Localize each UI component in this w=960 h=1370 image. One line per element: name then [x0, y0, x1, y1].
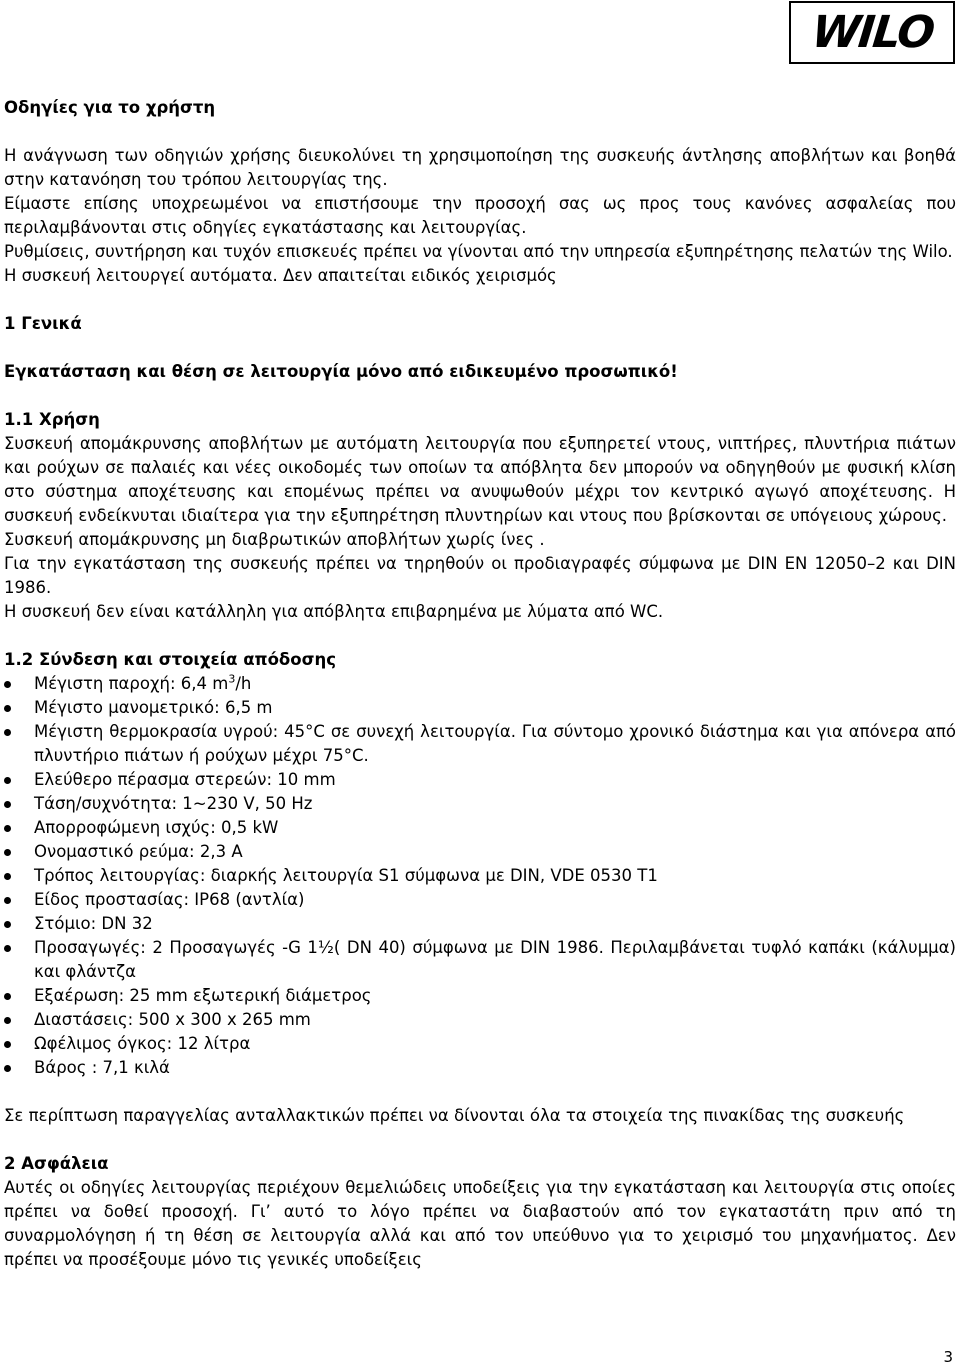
spec-item: Εξαέρωση: 25 mm εξωτερική διάμετρος: [4, 984, 956, 1008]
section-1-1-title: 1.1 Χρήση: [4, 410, 100, 429]
spec-item: Μέγιστη θερμοκρασία υγρού: 45°C σε συνεχή λειτουργία. Για σύντομο χρονικό διάστημα και για απόνερα από πλυντήριο πιάτων ή ρούχων μέχρι 75°C.: [4, 720, 956, 768]
section-1-title: 1 Γενικά: [4, 314, 82, 333]
spec-item: Στόμιο: DN 32: [4, 912, 956, 936]
spec-item: Ονομαστικό ρεύμα: 2,3 A: [4, 840, 956, 864]
safety-paragraph: Αυτές οι οδηγίες λειτουργίας περιέχουν θεμελιώδεις υποδείξεις για την εγκατάσταση και λειτουργία στις οποίες πρέπει να δοθεί προσοχή. Γι’ αυτό το λόγο πρέπει να διαβαστούν από τον εγκαταστάτη πριν από τη συναρμολόγηση ή τη θέση σε λειτουργία αλλά και από τον υπεύθυνο για το χειρισμό του μηχανήματος. Δεν πρέπει να προσέξουμε μόνο τις γενικές υποδείξεις: [4, 1178, 956, 1269]
spare-parts-note: Σε περίπτωση παραγγελίας ανταλλακτικών πρέπει να δίνονται όλα τα στοιχεία της πινακίδας της συσκευής: [4, 1106, 905, 1125]
use-paragraph: Συσκευή απομάκρυνσης μη διαβρωτικών αποβλήτων χωρίς ίνες .: [4, 530, 545, 549]
use-paragraph: Συσκευή απομάκρυνσης αποβλήτων με αυτόματη λειτουργία που εξυπηρετεί ντους, νιπτήρες, πλυντήρια πιάτων και ρούχων σε παλαιές και νέες οικοδομές των οποίων τα απόβλητα δεν μπορούν να οδηγηθούν με φυσική κλίση στο σύστημα αποχέτευσης και επομένως πρέπει να ανυψωθούν μέχρι τον κεντρικό αγωγό αποχέτευσης. Η συσκευή ενδείκνυται ιδιαίτερα για την εξυπηρέτηση πλυντηρίων και ντους που βρίσκονται σε υπόγειους χώρους.: [4, 434, 956, 525]
spec-item: Ελεύθερο πέρασμα στερεών: 10 mm: [4, 768, 956, 792]
document-body: [4, 96, 956, 1272]
spec-item: Ωφέλιμος όγκος: 12 λίτρα: [4, 1032, 956, 1056]
specs-list: [4, 672, 956, 1080]
spec-item: Προσαγωγές: 2 Προσαγωγές -G 1½( DN 40) σύμφωνα με DIN 1986. Περιλαμβάνεται τυφλό καπάκι (κάλυμμα) και φλάντζα: [4, 936, 956, 984]
section-1-2-title: 1.2 Σύνδεση και στοιχεία απόδοσης: [4, 650, 336, 669]
wilo-logo: [789, 1, 955, 64]
use-paragraph: Η συσκευή δεν είναι κατάλληλη για απόβλητα επιβαρημένα με λύματα από WC.: [4, 602, 664, 621]
spec-exponent: 3: [228, 672, 236, 686]
spec-text: /h: [235, 674, 252, 693]
section-2-title: 2 Ασφάλεια: [4, 1154, 109, 1173]
spec-text: Μέγιστη παροχή: 6,4 m: [34, 674, 229, 693]
installation-warning: Εγκατάσταση και θέση σε λειτουργία μόνο από ειδικευμένο προσωπικό!: [4, 362, 678, 381]
intro-paragraph: Ρυθμίσεις, συντήρηση και τυχόν επισκευές πρέπει να γίνονται από την υπηρεσία εξυπηρέτησης πελατών της Wilo.: [4, 242, 953, 261]
intro-paragraph: Η ανάγνωση των οδηγιών χρήσης διευκολύνει τη χρησιμοποίηση της συσκευής άντλησης αποβλήτων και βοηθά στην κατανόηση του τρόπου λειτουργίας της.: [4, 146, 956, 189]
spec-item: Μέγιστο μανομετρικό: 6,5 m: [4, 696, 956, 720]
use-paragraph: Για την εγκατάσταση της συσκευής πρέπει να τηρηθούν οι προδιαγραφές σύμφωνα με DIN EN 12050–2 και DIN 1986.: [4, 554, 956, 597]
page-number: 3: [943, 1348, 953, 1366]
spec-item: Απορροφώμενη ισχύς: 0,5 kW: [4, 816, 956, 840]
intro-title: Οδηγίες για το χρήστη: [4, 98, 216, 117]
intro-paragraph: Είμαστε επίσης υποχρεωμένοι να επιστήσουμε την προσοχή σας ως προς τους κανόνες ασφαλείας που περιλαμβάνονται στις οδηγίες εγκατάστασης και λειτουργίας.: [4, 194, 956, 237]
intro-paragraph: Η συσκευή λειτουργεί αυτόματα. Δεν απαιτείται ειδικός χειρισμός: [4, 266, 557, 285]
spec-item: Είδος προστασίας: IP68 (αντλία): [4, 888, 956, 912]
spec-item: Τάση/συχνότητα: 1~230 V, 50 Hz: [4, 792, 956, 816]
spec-item: Διαστάσεις: 500 x 300 x 265 mm: [4, 1008, 956, 1032]
spec-item: Βάρος : 7,1 κιλά: [4, 1056, 956, 1080]
spec-item-max-flow: [4, 672, 956, 696]
logo-text: WILO: [808, 6, 936, 58]
spec-item: Τρόπος λειτουργίας: διαρκής λειτουργία S1 σύμφωνα με DIN, VDE 0530 T1: [4, 864, 956, 888]
